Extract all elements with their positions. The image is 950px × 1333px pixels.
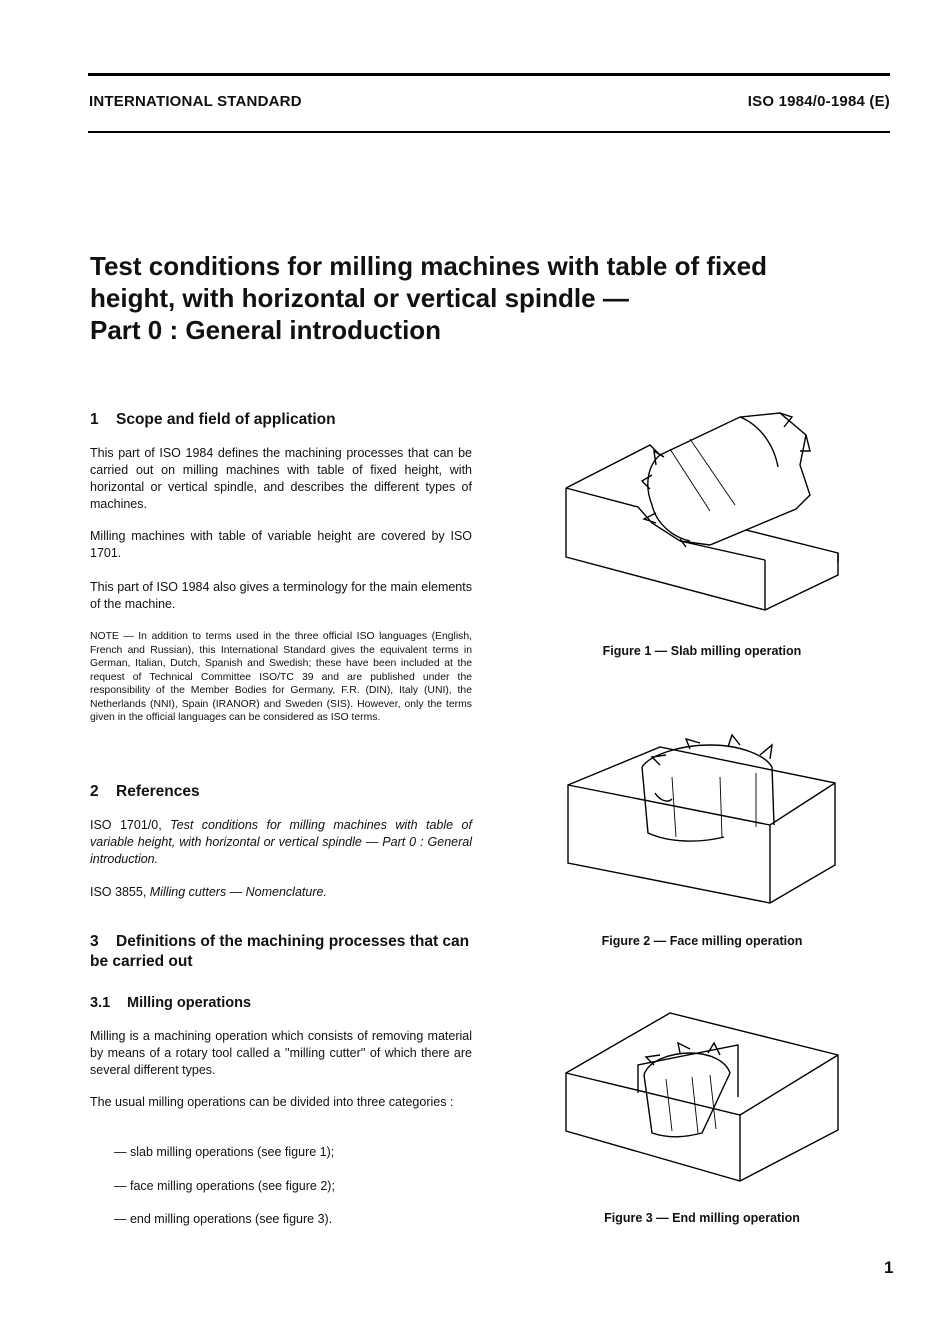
reference-2: ISO 3855, Milling cutters — Nomenclature. — [90, 885, 327, 899]
title-line-3: Part 0 : General introduction — [90, 315, 442, 345]
title-line-1: Test conditions for milling machines with table of fixed — [90, 251, 768, 281]
section-1-para-2: Milling machines with table of variable height are covered by ISO 1701. — [90, 529, 472, 560]
document-number: ISO 1984/0-1984 (E) — [747, 93, 890, 110]
section-1-para-3: This part of ISO 1984 also gives a terminology for the main elements of the machine. — [90, 580, 472, 611]
figure-1-caption: Figure 1 — Slab milling operation — [602, 644, 802, 658]
section-3-1-heading: 3.1 Milling operations — [90, 995, 252, 1011]
figure-3-end-milling-illustration — [560, 1005, 850, 1185]
figure-1-slab-milling-illustration — [560, 405, 850, 615]
page-title — [90, 250, 880, 346]
figure-3-caption: Figure 3 — End milling operation — [604, 1211, 800, 1225]
section-1-note: NOTE — In addition to terms used in the three official ISO languages (English, French and Russian), this International Standard gives the equivalent terms in German, Italian, Dutch, Spanish and Swedish; these have been included at the request of Technical Committee ISO/TC 39 and are published under the responsibility of the Member Bodies for Germany, F.R. (DIN), Italy (UNI), the Netherlands (NNI), Spain (IRANOR) and Sweden (SIS). However, only the terms given in the official languages can be considered as ISO terms. — [90, 631, 472, 723]
page-number: 1 — [884, 1258, 894, 1277]
reference-1: ISO 1701/0, Test conditions for milling machines with table of variable height, with horizontal or vertical spindle — Part 0 : General introduction. — [90, 818, 472, 866]
section-3-para-2: The usual milling operations can be divided into three categories : — [90, 1095, 454, 1109]
section-1-para-1: This part of ISO 1984 defines the machining processes that can be carried out on milling machines with table of fixed height, with horizontal or vertical spindle, and describes the different types of machines. — [90, 446, 472, 511]
section-1-heading: 1 Scope and field of application — [90, 411, 336, 428]
list-item-slab: — slab milling operations (see figure 1); — [114, 1145, 335, 1159]
section-3-para-1: Milling is a machining operation which consists of removing material by means of a rotary tool called a ''milling cutter'' of which there are several different types. — [90, 1029, 472, 1077]
section-2-heading: 2 References — [90, 783, 200, 800]
section-3-heading: 3 Definitions of the machining processes that can be carried out — [90, 933, 470, 970]
figure-2-face-milling-illustration — [560, 725, 850, 925]
list-item-end: — end milling operations (see figure 3). — [114, 1212, 333, 1226]
header-rule-bottom — [88, 131, 890, 133]
figure-2-caption: Figure 2 — Face milling operation — [601, 934, 803, 948]
title-line-2: height, with horizontal or vertical spindle — — [90, 283, 629, 313]
document-type: INTERNATIONAL STANDARD — [89, 93, 302, 110]
header-rule-top — [88, 73, 890, 76]
list-item-face: — face milling operations (see figure 2); — [114, 1179, 335, 1193]
